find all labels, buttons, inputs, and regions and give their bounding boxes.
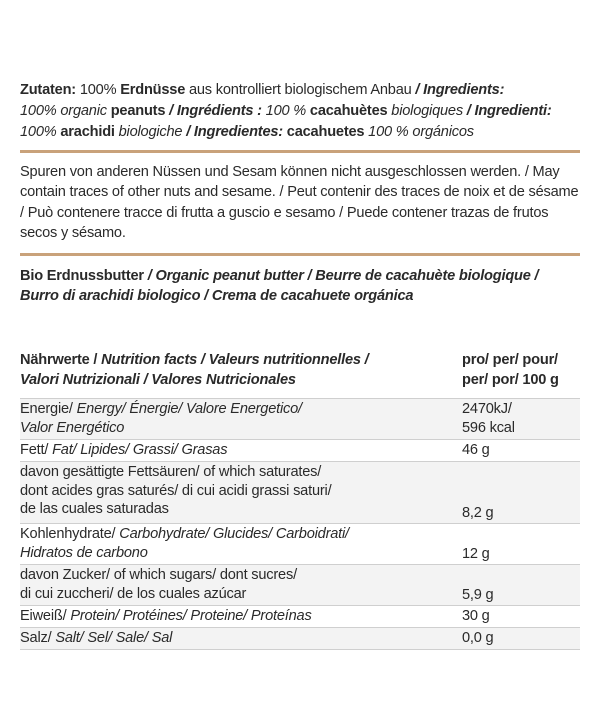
ingredients-block: Zutaten: 100% Erdnüsse aus kontrolliert biologischem Anbau / Ingredients: 100% organic peanuts / Ingrédients : 100 % cacahuètes biologiques / Ingredienti: 100% arachidi biologiche / Ingredientes: cacahuetes 100 % orgánicos: [20, 82, 552, 140]
carbohydrate-value: 12 g: [462, 546, 490, 562]
sugars-label: davon Zucker/ of which sugars/ dont sucres/ di cui zuccheri/ de los cuales azúcar: [20, 567, 297, 602]
allergen-it: Può contenere tracce di frutta a guscio e sesamo /: [23, 204, 344, 221]
salt-label: Salz/ Salt/ Sel/ Sale/ Sal: [20, 630, 173, 646]
nutrition-header: [20, 350, 580, 396]
table-row-salt: [20, 627, 580, 650]
nutrition-per-header: pro/ per/ pour/ per/ por/ 100 g: [462, 352, 559, 388]
ingredients-fr-label: / Ingrédients :: [165, 103, 262, 119]
ingredients-es-label: / Ingredientes:: [186, 124, 283, 140]
energy-label: Energie/ Energy/ Énergie/ Valore Energetico/ Valor Energético: [20, 401, 302, 436]
ingredients-en-label: / Ingredients:: [415, 82, 505, 98]
saturates-value: 8,2 g: [462, 505, 494, 521]
divider-rule-1: [20, 150, 580, 153]
saturates-label: davon gesättigte Fettsäuren/ of which saturates/ dont acides gras saturés/ di cui acidi grassi saturi/ de las cuales saturadas: [20, 464, 332, 518]
fat-label: Fett/ Fat/ Lipides/ Grassi/ Grasas: [20, 442, 228, 458]
product-name: Bio Erdnussbutter / Organic peanut butter / Beurre de cacahuète biologique / Burro di arachidi biologico / Crema de cacahuete orgánica: [20, 268, 539, 304]
table-row-fat: [20, 439, 580, 461]
allergen-block: [20, 162, 580, 244]
table-row-energy: [20, 398, 580, 439]
ingredients-de-label: Zutaten:: [20, 82, 76, 98]
table-row-protein: [20, 605, 580, 627]
nutrition-title: Nährwerte / Nutrition facts / Valeurs nutritionnelles / Valori Nutrizionali / Valores Nutricionales: [20, 352, 369, 388]
table-row-sugars: [20, 564, 580, 605]
salt-value: 0,0 g: [462, 630, 494, 646]
allergen-fr: Peut contenir des traces de noix et de sésame /: [20, 184, 579, 221]
allergen-de: Spuren von anderen Nüssen und Sesam können nicht ausgeschlossen werden.: [20, 164, 521, 180]
ingredients-it-label: / Ingredienti:: [466, 103, 552, 119]
sugars-value: 5,9 g: [462, 587, 494, 603]
fat-value: 46 g: [462, 442, 490, 458]
protein-label: Eiweiß/ Protein/ Protéines/ Proteine/ Proteínas: [20, 608, 312, 624]
table-row-carbohydrate: [20, 523, 580, 564]
carbohydrate-label: Kohlenhydrate/ Carbohydrate/ Glucides/ Carboidrati/ Hidratos de carbono: [20, 526, 349, 561]
divider-rule-2: [20, 253, 580, 256]
energy-value: 2470kJ/ 596 kcal: [462, 401, 515, 436]
table-row-saturates: [20, 461, 580, 523]
allergen-es: Puede contener trazas de frutos secos y sésamo.: [20, 204, 549, 242]
protein-value: 30 g: [462, 608, 490, 624]
allergen-en: / May contain traces of other nuts and sesame. /: [20, 164, 560, 201]
